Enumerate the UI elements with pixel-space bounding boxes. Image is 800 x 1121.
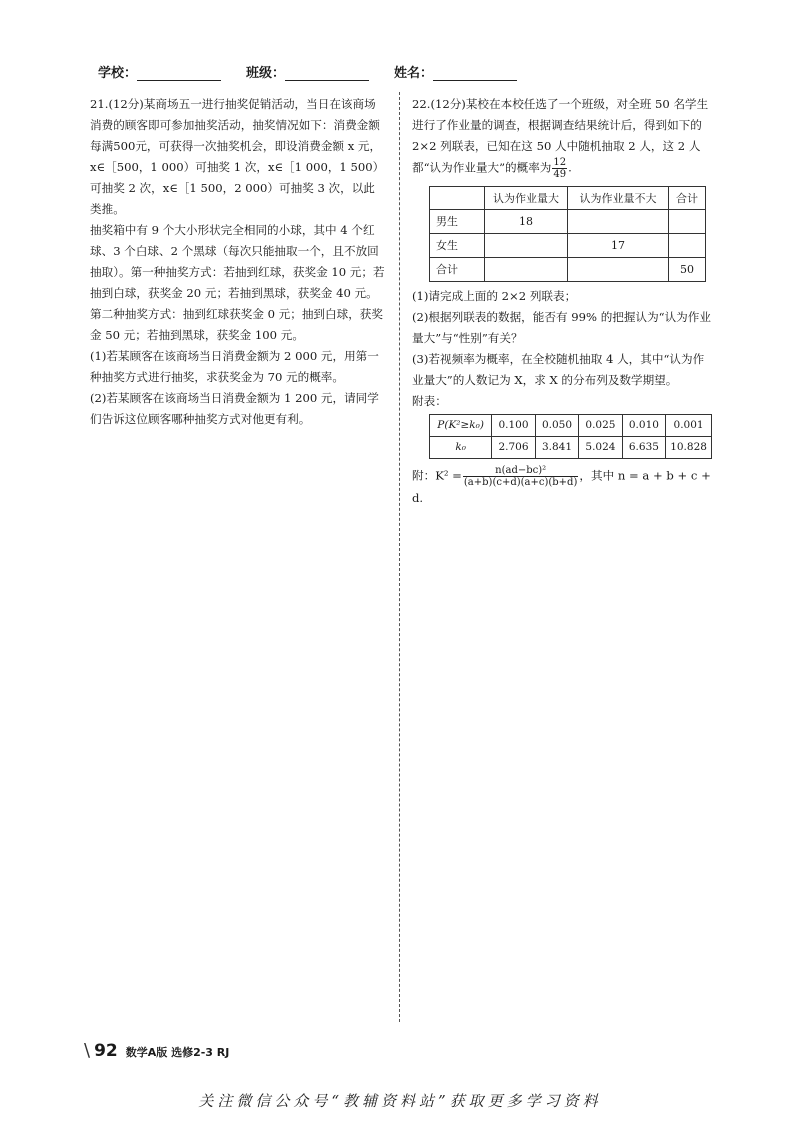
question-22 [412, 94, 712, 509]
q22-part-1: (1)请完成上面的 2×2 列联表； [412, 289, 577, 303]
table-row [430, 234, 706, 258]
table-row [430, 210, 706, 234]
critical-value-table [429, 414, 712, 459]
table-row [430, 415, 712, 437]
probability-denominator: 49 [553, 169, 567, 180]
appendix-label: 附表： [412, 394, 447, 408]
formula-prefix: 附：K² = [412, 468, 462, 483]
table-cell [669, 234, 706, 258]
table-cell: 50 [669, 258, 706, 282]
table-cell: 男生 [430, 210, 485, 234]
class-field [246, 62, 369, 81]
k-squared-formula [412, 465, 712, 509]
question-21 [90, 94, 386, 430]
student-info-header [0, 62, 800, 84]
table-cell: 0.001 [666, 415, 712, 437]
name-field [394, 62, 517, 81]
class-label: 班级： [246, 66, 286, 81]
table-cell: 0.025 [579, 415, 622, 437]
table-cell: 18 [485, 210, 568, 234]
q22-part-2: (2)根据列联表的数据，能否有 99% 的把握认为“认为作业量大”与“性别”有关？ [412, 310, 711, 345]
table-header-row [430, 187, 706, 210]
formula-fraction [463, 465, 578, 488]
table-cell: 10.828 [666, 437, 712, 459]
table-cell: 0.100 [492, 415, 535, 437]
column-divider [399, 92, 400, 1022]
table-cell [568, 258, 669, 282]
table-cell: 0.050 [535, 415, 578, 437]
q21-part-1: (1)若某顾客在该商场当日消费金额为 2 000 元，用第一种抽奖方式进行抽奖，求获奖金为 70 元的概率。 [90, 349, 379, 384]
table-header-cell: 认为作业量不大 [568, 187, 669, 210]
table-header-cell: 合计 [669, 187, 706, 210]
q22-intro [412, 94, 712, 180]
contingency-table [429, 186, 706, 282]
table-cell: P(K²≥k₀) [430, 415, 492, 437]
class-blank [285, 66, 369, 81]
probability-fraction [552, 157, 567, 180]
table-cell: k₀ [430, 437, 492, 459]
footer-slash-icon: \ [84, 1040, 91, 1061]
table-cell [669, 210, 706, 234]
table-row [430, 258, 706, 282]
table-cell: 0.010 [622, 415, 665, 437]
q22-part-3: (3)若视频率为概率，在全校随机抽取 4 人，其中“认为作业量大”的人数记为 X，求 X 的分布列及数学期望。 [412, 352, 705, 387]
table-cell: 合计 [430, 258, 485, 282]
table-row [430, 437, 712, 459]
formula-numerator: n(ad−bc)² [463, 465, 578, 477]
table-cell [568, 210, 669, 234]
school-field [98, 62, 221, 81]
q21-paragraph-2: 抽奖箱中有 9 个大小形状完全相同的小球，其中 4 个红球、3 个白球、2 个黑球（每次只能抽取一个，且不放回抽取）。第一种抽奖方式：若抽到红球，获奖金 10 元；若抽到白球，获奖金 20 元；若抽到黑球，获奖金 40 元。第二种抽奖方式：抽到红球获奖金 0 元；抽到白球，获奖金 50 元；若抽到黑球，获奖金 100 元。 [90, 223, 385, 342]
formula-denominator: (a+b)(c+d)(a+c)(b+d) [463, 477, 578, 488]
table-cell: 2.706 [492, 437, 535, 459]
q21-part-2: (2)若某顾客在该商场当日消费金额为 1 200 元，请同学们告诉这位顾客哪种抽奖方式对他更有利。 [90, 391, 379, 426]
q22-intro-text: 22.(12分)某校在本校任选了一个班级，对全班 50 名学生进行了作业量的调查，根据调查结果统计后，得到如下的 2×2 列联表，已知在这 50 人中随机抽取 2 人，这 2 人都“认为作业量大”的概率为 [412, 97, 709, 175]
table-cell [485, 258, 568, 282]
table-header-cell [430, 187, 485, 210]
page-footer [84, 1040, 229, 1061]
table-cell: 17 [568, 234, 669, 258]
page-number: 92 [94, 1041, 118, 1061]
probability-numerator: 12 [553, 157, 567, 168]
book-label: 数学A版 选修2-3 RJ [125, 1046, 230, 1059]
name-blank [433, 66, 517, 81]
school-blank [137, 66, 221, 81]
table-cell: 3.841 [535, 437, 578, 459]
q22-intro-end: . [568, 160, 572, 175]
name-label: 姓名： [394, 66, 434, 81]
q21-paragraph-1: 21.(12分)某商场五一进行抽奖促销活动，当日在该商场消费的顾客即可参加抽奖活动，抽奖情况如下：消费金额每满500元，可获得一次抽奖机会，即设消费金额 x 元，x∈［500，1 000）可抽奖 1 次，x∈［1 000，1 500）可抽奖 2 次，x∈［1 500，2 000）可抽奖 3 次，以此类推。 [90, 97, 385, 216]
formula-suffix: ，其中 n = a + b + c + d. [412, 468, 711, 505]
table-cell: 5.024 [579, 437, 622, 459]
table-cell: 女生 [430, 234, 485, 258]
table-cell: 6.635 [622, 437, 665, 459]
school-label: 学校： [98, 66, 138, 81]
footer-note: 关注微信公众号“教辅资料站”获取更多学习资料 [198, 1092, 602, 1110]
table-cell [485, 234, 568, 258]
table-header-cell: 认为作业量大 [485, 187, 568, 210]
